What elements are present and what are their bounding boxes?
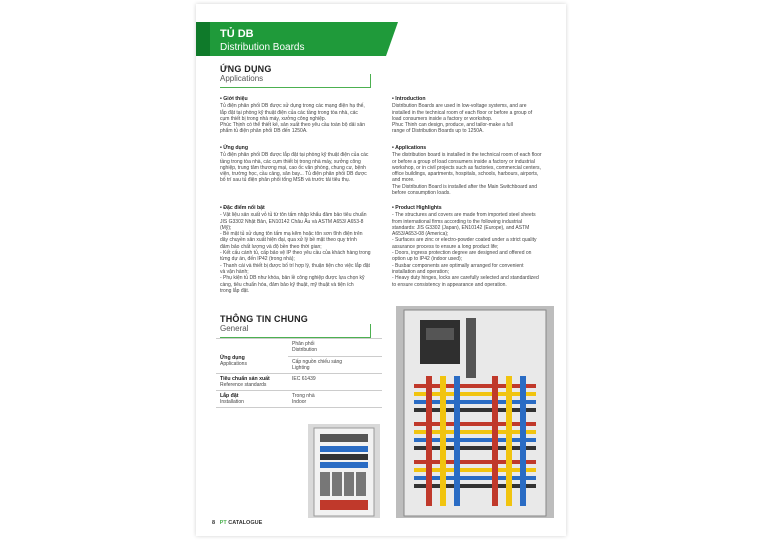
highlights-en-heading: • Product Highlights — [392, 205, 442, 211]
text-line: cụm thiết bị trong nhà máy, xưởng công nghiệp. — [220, 115, 327, 122]
text-line: office buildings, apartments, hospitals, schools, harbours, airports, — [392, 171, 539, 178]
catalogue-page — [196, 4, 566, 536]
intro-vi — [220, 96, 388, 135]
table-value-cell — [288, 391, 382, 408]
page-footer — [212, 520, 262, 526]
applications-section-header — [220, 64, 372, 83]
text-line: phẩm tủ điện phân phối DB đến 1250A. — [220, 128, 308, 135]
text-line: JIS G3302 Nhật Bản, EN10142 Châu Âu và ASTM A653/ A653-8 — [220, 218, 364, 225]
text-line: - Phụ kiện tủ DB như khóa, bản lề công nghiệp được lựa chọn kỹ — [220, 275, 365, 282]
table-value-cell — [288, 339, 382, 374]
intro-en-heading: • Introduction — [392, 96, 426, 102]
highlights-vi — [220, 205, 388, 294]
text-line: bố trí sau tủ điện phân phối tổng MSB và trước tải tiêu thụ. — [220, 177, 351, 184]
text-line: load consumers inside a factory or workshop. — [392, 115, 493, 122]
text-line: - Heavy duty hinges, locks are carefully selected and standardized — [392, 275, 539, 282]
text-line: - Vật liệu sản xuất vỏ tủ từ tôn tấm nhập khẩu đảm bảo tiêu chuẩn — [220, 212, 367, 219]
text-line: - Kết cấu cánh tủ, cấp bảo vệ IP theo yêu cầu của khách hàng trong — [220, 250, 371, 257]
text-line: Distribution Boards are used in low-voltage systems, and are — [392, 103, 527, 110]
page-number: 8 — [212, 520, 216, 526]
section-title-en: General — [220, 324, 249, 333]
value-line: IEC 61439 — [292, 376, 316, 382]
small-cabinet-photo — [308, 424, 380, 518]
text-line: standards: JIS G3302 (Japan), EN10142 (Europe), and ASTM — [392, 224, 530, 231]
text-line: đảm bảo chất lượng và độ bền theo thời gian; — [220, 243, 322, 250]
text-line: càng, tiêu chuẩn hóa, đảm bảo kỹ thuật, mỹ thuật và tiện ích — [220, 281, 354, 288]
value-line: Distribution — [292, 347, 318, 353]
text-line: to ensure consistency in appearance and operation. — [392, 281, 507, 288]
intro-en — [392, 96, 562, 135]
title-banner — [196, 22, 398, 56]
key-vi: Lắp đặt — [220, 393, 239, 399]
key-en: Reference standards — [220, 382, 267, 388]
key-vi: Ứng dụng — [220, 355, 245, 361]
text-line: workshop, or in civil projects such as factories, commercial centers, — [392, 164, 541, 171]
table-key-cell — [216, 339, 288, 374]
text-line: (Mỹ); — [220, 224, 232, 231]
section-rule — [220, 74, 371, 88]
value-line: Lighting — [292, 365, 310, 371]
text-line: lắp đặt tại phòng kỹ thuật điện của các tầng trong tòa nhà, các — [220, 109, 358, 116]
text-line: before consumption loads. — [392, 190, 451, 197]
table-value-cell — [288, 374, 382, 391]
large-cabinet-photo — [396, 306, 554, 518]
footer-label: CATALOGUE — [228, 520, 263, 526]
text-line: A653/A653-08 (America); — [392, 231, 449, 238]
table-row — [216, 339, 382, 374]
table-key-cell — [216, 391, 288, 408]
text-line: installed in the technical room of each floor or before a group of — [392, 109, 533, 116]
general-section-header — [220, 314, 372, 333]
text-line: installation and operation; — [392, 268, 449, 275]
text-line: The Distribution Board is installed after the Main Switchboard and — [392, 183, 538, 190]
text-line: and more. — [392, 177, 415, 184]
text-line: assurance process to ensure a long product life; — [392, 243, 499, 250]
text-line: - Doors, ingress protection degree are designed and offered on — [392, 250, 532, 257]
text-line: Phúc Thịnh có thể thiết kế, sản xuất theo yêu cầu toàn bộ dải sản — [220, 122, 366, 129]
text-line: - Surfaces are zinc or electro-powder coated under a strict quality — [392, 237, 537, 244]
table-row — [216, 374, 382, 391]
value-line: Phân phối — [292, 341, 315, 347]
text-line: or before a group of load consumers inside a factory or industrial — [392, 158, 535, 165]
key-en: Applications — [220, 361, 247, 367]
text-line: từng dự án, đến IP42 (trong nhà); — [220, 256, 295, 263]
intro-vi-heading: • Giới thiệu — [220, 96, 248, 102]
text-line: from international firms according to the following industrial — [392, 218, 523, 225]
text-line: Tủ điện phân phối DB được lắp đặt tại phòng kỹ thuật điện của các — [220, 152, 369, 159]
text-line: và vận hành; — [220, 268, 249, 275]
section-title-en: Applications — [220, 74, 264, 83]
footer-brand: PT — [219, 520, 227, 526]
text-line: The distribution board is installed in the technical room of each floor — [392, 152, 542, 159]
text-line: viện, trường học, cầu cảng, sân bay... Tủ điện phân phối DB được — [220, 171, 367, 178]
value-line: Trong nhà — [292, 393, 315, 399]
highlights-en — [392, 205, 562, 288]
apps-en — [392, 145, 562, 196]
section-title-vi: THÔNG TIN CHUNG — [220, 314, 308, 324]
highlights-vi-heading: • Đặc điểm nổi bật — [220, 205, 265, 211]
text-line: tầng trong tòa nhà, các cụm thiết bị trong nhà máy, xưởng công — [220, 158, 361, 165]
table-row — [216, 391, 382, 408]
spec-table — [216, 338, 382, 408]
banner-title-vi: TỦ DB — [220, 28, 254, 40]
apps-vi — [220, 145, 388, 184]
text-line: - Thanh cái và thiết bị được bố trí hợp lý, thuận tiện cho việc lắp đặt — [220, 262, 370, 269]
key-vi: Tiêu chuẩn sản xuất — [220, 376, 270, 382]
section-rule — [220, 324, 371, 338]
text-line: Tủ điện phân phối DB được sử dụng trong các mạng điện hạ thế, — [220, 103, 365, 110]
inner-divider — [288, 356, 382, 357]
text-line: - Bề mặt tủ sử dụng tôn tấm mạ kẽm hoặc tôn sơn tĩnh điện trên — [220, 231, 363, 238]
value-line: Cấp nguồn chiếu sáng — [292, 359, 343, 365]
banner-title-en: Distribution Boards — [220, 42, 305, 53]
apps-en-heading: • Applications — [392, 145, 427, 151]
text-line: range of Distribution Boards up to 1250A. — [392, 128, 484, 135]
text-line: trong lắp đặt. — [220, 287, 250, 294]
key-en: Installation — [220, 399, 244, 405]
section-title-vi: ỨNG DỤNG — [220, 64, 272, 74]
text-line: - The structures and covers are made from imported steel sheets — [392, 212, 536, 219]
table-key-cell — [216, 374, 288, 391]
apps-vi-heading: • Ứng dụng — [220, 145, 249, 151]
text-line: nghiệp, trung tâm thương mại, cao ốc văn phòng, chung cư, bệnh — [220, 164, 366, 171]
text-line: Phuc Thinh can design, produce, and tailor-make a full — [392, 122, 513, 129]
text-line: - Busbar components are optimally arranged for convenient — [392, 262, 524, 269]
text-line: dây chuyền sản xuất hiện đại, qua xử lý bề mặt theo quy trình — [220, 237, 357, 244]
busbar-illustration — [396, 306, 554, 518]
value-line: Indoor — [292, 399, 307, 405]
text-line: option up to IP42 (indoor used); — [392, 256, 463, 263]
cabinet-illustration — [308, 424, 380, 518]
